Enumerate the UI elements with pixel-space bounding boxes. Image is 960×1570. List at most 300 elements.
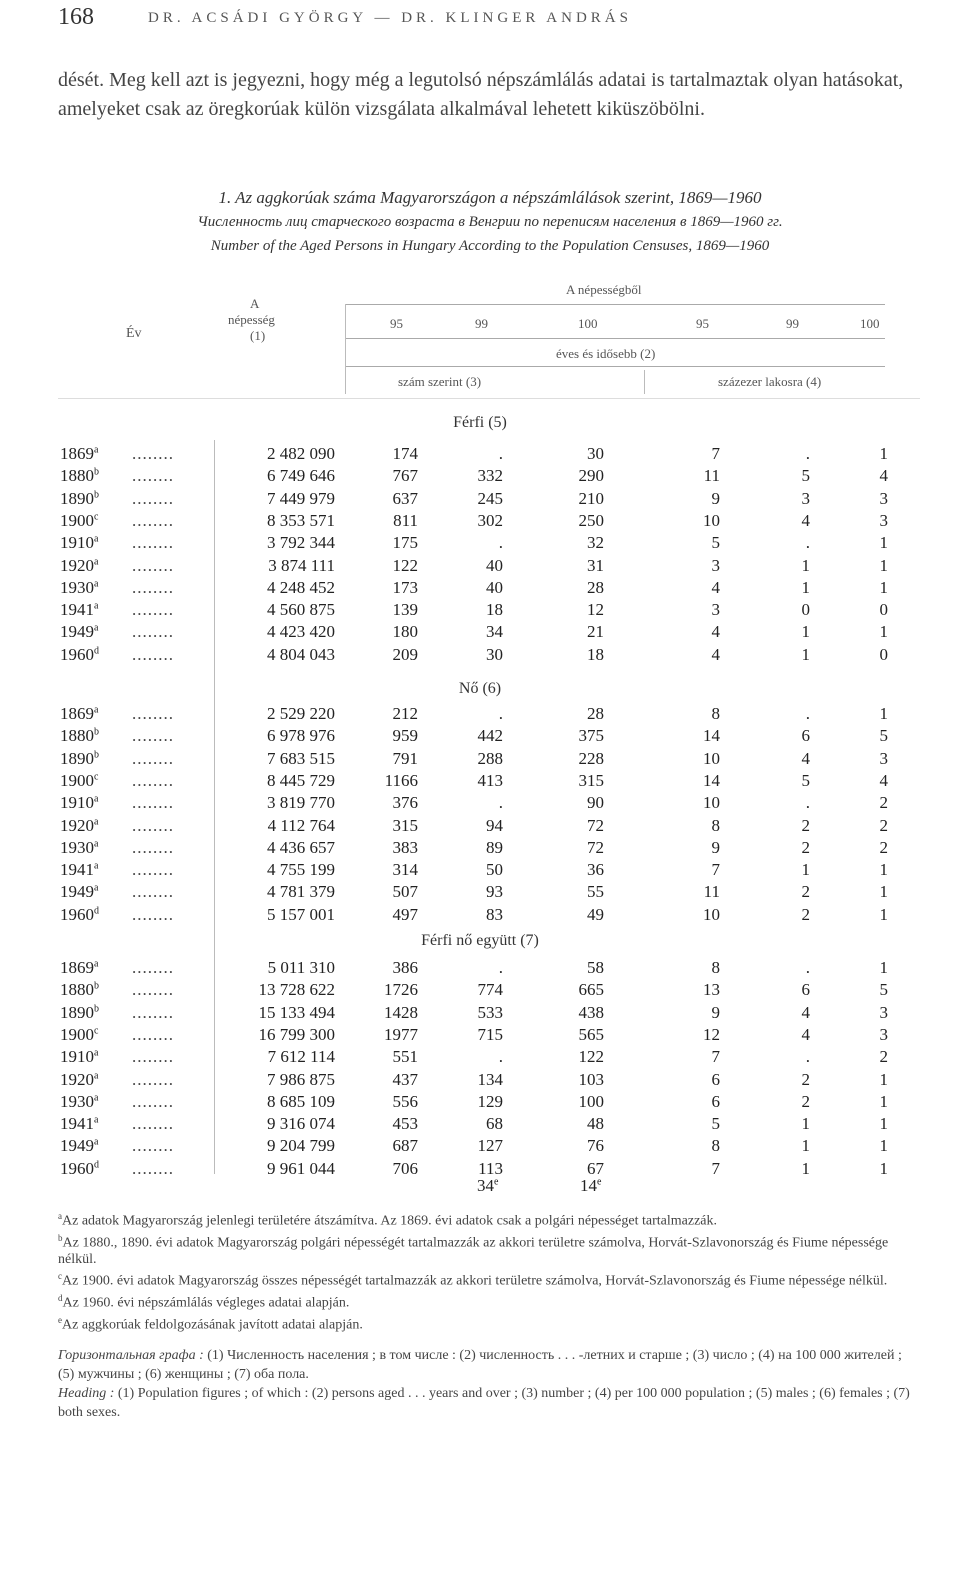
footnote: $^a$Az adatok Magyarország jelenlegi területére átszámítva. Az 1869. évi adatok csak a polgári népességet tartalmazzák.: [58, 1211, 717, 1229]
table-row: [0, 1092, 960, 1114]
cell-n100: 122: [578, 1047, 604, 1067]
cell-p95: 6: [711, 1069, 720, 1089]
cell-n99: 715: [477, 1024, 503, 1044]
cell-n100: 103: [578, 1069, 604, 1089]
table-row: [0, 726, 960, 748]
cell-p95: 11: [703, 466, 720, 486]
cell-population: 3 792 344: [267, 533, 335, 553]
cell-leader-dots: ........: [132, 466, 174, 486]
cell-leader-dots: ........: [132, 644, 174, 664]
table-title-hu: 1. Az aggkorúak száma Magyarországon a népszámlálások szerint, 1869—1960: [218, 188, 762, 207]
cell-n95: 791: [392, 748, 418, 768]
table-row: [0, 511, 960, 533]
cell-population: 4 112 764: [267, 815, 335, 835]
cell-n95: 139: [392, 600, 418, 620]
cell-p100: 4: [879, 466, 888, 486]
cell-year: 1900$^c$: [60, 510, 99, 530]
cell-n100: 665: [578, 980, 604, 1000]
cell-p100: 1: [879, 882, 888, 902]
cell-p100: 5: [879, 980, 888, 1000]
table-row: [0, 980, 960, 1002]
cell-n95: 173: [392, 577, 418, 597]
cell-p99: .: [805, 1047, 810, 1067]
cell-p95: 10: [703, 904, 720, 924]
table-titles: [58, 186, 922, 258]
cell-n100: 72: [587, 815, 604, 835]
cell-year: 1910$^a$: [60, 1047, 99, 1067]
table-row: [0, 533, 960, 555]
cell-p100: 1: [879, 704, 888, 723]
cell-population: 4 423 420: [267, 622, 335, 642]
header-divider: [644, 370, 645, 394]
table-row: [0, 622, 960, 644]
cell-n100: 58: [587, 958, 604, 977]
cell-p99: .: [805, 444, 810, 463]
table-row: [0, 860, 960, 882]
cell-p100: 3: [879, 748, 888, 768]
column-divider: [214, 440, 215, 1174]
cell-population: 7 612 114: [267, 1047, 335, 1067]
cell-n99: 40: [486, 577, 503, 597]
cell-year: 1910$^a$: [60, 533, 99, 553]
cell-p100: 2: [879, 1047, 888, 1067]
cell-year: 1960$^d$: [60, 1158, 99, 1178]
cell-n95: 209: [392, 644, 418, 664]
cell-leader-dots: ........: [132, 622, 174, 642]
cell-n100: 18: [587, 644, 604, 664]
header-age-95-number: 95: [390, 316, 403, 331]
cell-p99: 2: [801, 882, 810, 902]
cell-p99: 2: [801, 1091, 810, 1111]
cell-p95: 14: [703, 726, 720, 746]
cell-p95: 8: [711, 958, 720, 977]
cell-year: 1920$^a$: [60, 815, 99, 835]
cell-n100: 76: [587, 1136, 604, 1156]
cell-p95: 9: [711, 488, 720, 508]
cell-leader-dots: ........: [132, 793, 174, 813]
cell-n99: .: [498, 958, 503, 977]
cell-p100: 3: [879, 488, 888, 508]
cell-p95: 4: [711, 644, 720, 664]
cell-year: 1900$^c$: [60, 1024, 99, 1044]
table-row: [0, 882, 960, 904]
cell-population: 2 529 220: [267, 704, 335, 723]
cell-n99: 83: [486, 904, 503, 924]
cell-p100: 1: [879, 1069, 888, 1089]
heading-captions: [58, 1346, 920, 1422]
cell-p100: 1: [879, 1091, 888, 1111]
cell-n100: 30: [587, 444, 604, 463]
cell-population: 4 804 043: [267, 644, 335, 664]
table-row: [0, 578, 960, 600]
caption-ru: Горизонтальная графа : (1) Численность населения ; в том числе : (2) численность . . . -летних и старше ; (3) число ; (4) на 100 000 жителей ; (5) мужчины ; (6) женщины ; (7) оба пола.: [58, 1348, 902, 1382]
cell-n100: 438: [578, 1002, 604, 1022]
cell-n95: 959: [392, 726, 418, 746]
cell-n95: 507: [392, 882, 418, 902]
header-age-100-rate: 100: [860, 316, 880, 331]
cell-leader-dots: ........: [132, 1047, 174, 1067]
table-row: [0, 749, 960, 771]
cell-n95: 1428: [384, 1002, 418, 1022]
cell-population: 8 445 729: [267, 770, 335, 790]
cell-p100: 1: [879, 904, 888, 924]
cell-n100: 36: [587, 860, 604, 880]
cell-population: 16 799 300: [258, 1024, 335, 1044]
cell-year: 1920$^a$: [60, 555, 99, 575]
cell-leader-dots: ........: [132, 748, 174, 768]
cell-leader-dots: ........: [132, 1091, 174, 1111]
cell-population: 4 436 657: [267, 837, 335, 857]
cell-leader-dots: ........: [132, 444, 174, 463]
cell-n99: 127: [477, 1136, 503, 1156]
cell-p95: 3: [711, 555, 720, 575]
cell-population: 4 248 452: [267, 577, 335, 597]
cell-p95: 10: [703, 793, 720, 813]
cell-year: 1880$^b$: [60, 726, 99, 746]
table-extra-n99: 34e: [477, 1176, 499, 1195]
cell-p95: 9: [711, 1002, 720, 1022]
cell-n99: 774: [477, 980, 503, 1000]
cell-p99: 1: [801, 555, 810, 575]
cell-p99: 0: [801, 600, 810, 620]
cell-leader-dots: ........: [132, 577, 174, 597]
page-header: [58, 4, 920, 34]
header-divider-left: [345, 304, 346, 394]
table-row: [0, 489, 960, 511]
cell-p95: 6: [711, 1091, 720, 1111]
cell-p99: 1: [801, 1158, 810, 1178]
cell-p99: 1: [801, 860, 810, 880]
cell-p99: 1: [801, 1114, 810, 1134]
cell-p100: 0: [879, 644, 888, 664]
table-row: [0, 905, 960, 927]
cell-p100: 2: [879, 793, 888, 813]
cell-leader-dots: ........: [132, 704, 174, 723]
cell-n99: 302: [477, 510, 503, 530]
cell-year: 1941$^a$: [60, 860, 99, 880]
cell-population: 4 755 199: [267, 860, 335, 880]
header-population-b: népesség: [228, 312, 275, 327]
cell-leader-dots: ........: [132, 770, 174, 790]
table-title-en: Number of the Aged Persons in Hungary According to the Population Censuses, 1869—1960: [210, 238, 770, 254]
cell-leader-dots: ........: [132, 1024, 174, 1044]
caption-en: Heading : (1) Population figures ; of which : (2) persons aged . . . years and over ; (3) number ; (4) per 100 000 population ; (5) males ; (6) females ; (7) both sexes.: [58, 1386, 910, 1420]
cell-p95: 4: [711, 622, 720, 642]
cell-p95: 7: [711, 1158, 720, 1178]
cell-n99: 50: [486, 860, 503, 880]
cell-n95: 315: [392, 815, 418, 835]
cell-n99: .: [498, 793, 503, 813]
table-row: [0, 444, 960, 466]
cell-n100: 375: [578, 726, 604, 746]
header-age-99-rate: 99: [786, 316, 799, 331]
cell-p95: 10: [703, 748, 720, 768]
cell-p99: 4: [801, 748, 810, 768]
cell-p100: 3: [879, 1002, 888, 1022]
header-rule-top: [345, 304, 885, 305]
footnote: $^c$Az 1900. évi adatok Magyarország összes népességét tartalmazzák az akkori területre számolva, Horvát-Szlavonország és Fiume népessége nélkül.: [58, 1271, 888, 1289]
cell-p99: 6: [801, 980, 810, 1000]
cell-population: 3 819 770: [267, 793, 335, 813]
header-rule-middle: [345, 338, 885, 339]
cell-n95: 811: [393, 510, 418, 530]
footnotes: [58, 1208, 920, 1333]
cell-p99: 1: [801, 644, 810, 664]
cell-population: 4 781 379: [267, 882, 335, 902]
paragraph-text: dését. Meg kell azt is jegyezni, hogy még a legutolsó népszámlálás adatai is tartalmaztak olyan hatásokat, amelyeket csak az öregkorúak külön vizsgálata alkalmával lehetett kiküszöbölni.: [58, 69, 904, 120]
cell-population: 9 961 044: [267, 1158, 335, 1178]
cell-n95: 706: [392, 1158, 418, 1178]
header-age-100-number: 100: [578, 316, 598, 331]
cell-n95: 453: [392, 1114, 418, 1134]
cell-population: 15 133 494: [258, 1002, 335, 1022]
cell-p95: 9: [711, 837, 720, 857]
cell-n100: 67: [587, 1158, 604, 1178]
cell-n99: 30: [486, 644, 503, 664]
cell-n99: 93: [486, 882, 503, 902]
cell-p95: 4: [711, 577, 720, 597]
header-by-number: szám szerint (3): [398, 374, 482, 389]
cell-p100: 1: [879, 533, 888, 553]
cell-p100: 1: [879, 555, 888, 575]
footnote: $^e$Az aggkorúak feldolgozásának javított adatai alapján.: [58, 1314, 363, 1333]
cell-p99: .: [805, 704, 810, 723]
cell-leader-dots: ........: [132, 815, 174, 835]
header-rule-lower: [345, 366, 885, 367]
cell-leader-dots: ........: [132, 1069, 174, 1089]
cell-n99: 113: [478, 1158, 503, 1178]
cell-n99: 442: [477, 726, 503, 746]
table-row: [0, 771, 960, 793]
cell-year: 1869$^a$: [60, 958, 99, 977]
cell-leader-dots: ........: [132, 882, 174, 902]
cell-year: 1941$^a$: [60, 1114, 99, 1134]
cell-p100: 1: [879, 1158, 888, 1178]
cell-year: 1960$^d$: [60, 644, 99, 664]
cell-n100: 100: [578, 1091, 604, 1111]
cell-leader-dots: ........: [132, 1114, 174, 1134]
cell-p100: 3: [879, 510, 888, 530]
cell-year: 1869$^a$: [60, 444, 99, 463]
cell-p95: 13: [703, 980, 720, 1000]
cell-p100: 1: [879, 622, 888, 642]
cell-year: 1869$^a$: [60, 704, 99, 723]
cell-n99: 533: [477, 1002, 503, 1022]
cell-p99: 2: [801, 837, 810, 857]
cell-p100: 4: [879, 770, 888, 790]
cell-year: 1880$^b$: [60, 980, 99, 1000]
cell-n100: 90: [587, 793, 604, 813]
cell-leader-dots: ........: [132, 533, 174, 553]
cell-year: 1890$^b$: [60, 488, 99, 508]
cell-n99: 129: [477, 1091, 503, 1111]
running-head: DR. ACSÁDI GYÖRGY — DR. KLINGER ANDRÁS: [148, 10, 632, 26]
cell-population: 7 986 875: [267, 1069, 335, 1089]
cell-p99: 5: [801, 466, 810, 486]
table-row: [0, 704, 960, 726]
cell-p100: 1: [879, 444, 888, 463]
cell-leader-dots: ........: [132, 726, 174, 746]
cell-n99: 94: [486, 815, 503, 835]
cell-p95: 5: [711, 533, 720, 553]
cell-year: 1930$^a$: [60, 577, 99, 597]
cell-n95: 212: [392, 704, 418, 723]
cell-n99: 68: [486, 1114, 503, 1134]
cell-population: 5 157 001: [267, 904, 335, 924]
cell-n95: 1977: [384, 1024, 418, 1044]
cell-p99: 6: [801, 726, 810, 746]
cell-n95: 497: [392, 904, 418, 924]
table-row: [0, 1047, 960, 1069]
cell-year: 1890$^b$: [60, 1002, 99, 1022]
cell-population: 9 204 799: [267, 1136, 335, 1156]
cell-population: 13 728 622: [258, 980, 335, 1000]
table-row: [0, 838, 960, 860]
cell-p95: 3: [711, 600, 720, 620]
cell-n99: 40: [486, 555, 503, 575]
cell-p100: 1: [879, 577, 888, 597]
cell-p95: 8: [711, 815, 720, 835]
cell-p100: 1: [879, 958, 888, 977]
table-row: [0, 1003, 960, 1025]
cell-p100: 0: [879, 600, 888, 620]
cell-n99: 89: [486, 837, 503, 857]
cell-n99: .: [498, 704, 503, 723]
cell-p99: .: [805, 793, 810, 813]
section-label: Férfi nő együtt (7): [421, 932, 539, 949]
cell-n95: 122: [392, 555, 418, 575]
cell-p95: 5: [711, 1114, 720, 1134]
cell-p99: 5: [801, 770, 810, 790]
header-age-95-rate: 95: [696, 316, 709, 331]
cell-n99: .: [498, 1047, 503, 1067]
cell-n95: 551: [392, 1047, 418, 1067]
cell-year: 1949$^a$: [60, 622, 99, 642]
cell-year: 1930$^a$: [60, 837, 99, 857]
table-row: [0, 1114, 960, 1136]
cell-leader-dots: ........: [132, 1136, 174, 1156]
cell-leader-dots: ........: [132, 860, 174, 880]
table-row: [0, 556, 960, 578]
cell-n95: 376: [392, 793, 418, 813]
cell-p99: 2: [801, 904, 810, 924]
cell-year: 1949$^a$: [60, 882, 99, 902]
cell-n99: 34: [486, 622, 503, 642]
header-year: Év: [126, 326, 142, 341]
header-rule-bottom: [58, 398, 920, 399]
cell-year: 1941$^a$: [60, 600, 99, 620]
cell-n95: 637: [392, 488, 418, 508]
table-title-ru: Численность лиц старческого возраста в Венгрии по переписям населения в 1869—1960 гг.: [197, 214, 783, 230]
cell-leader-dots: ........: [132, 958, 174, 977]
cell-n100: 12: [587, 600, 604, 620]
header-population-a: A: [250, 296, 260, 311]
cell-leader-dots: ........: [132, 837, 174, 857]
cell-n100: 28: [587, 577, 604, 597]
cell-p99: 3: [801, 488, 810, 508]
cell-leader-dots: ........: [132, 600, 174, 620]
cell-leader-dots: ........: [132, 904, 174, 924]
cell-p99: 4: [801, 510, 810, 530]
cell-population: 4 560 875: [267, 600, 335, 620]
header-population-c: (1): [250, 328, 266, 343]
cell-n100: 31: [587, 555, 604, 575]
table-row: [0, 793, 960, 815]
cell-n95: 180: [392, 622, 418, 642]
footnote: $^b$Az 1880., 1890. évi adatok Magyarország polgári népességét tartalmazzák az akkori területre számolva, Horvát-Szlavonország és Fiume népessége nélkül.: [58, 1232, 889, 1268]
cell-n100: 55: [587, 882, 604, 902]
cell-n95: 175: [392, 533, 418, 553]
cell-n100: 49: [587, 904, 604, 924]
page-number: 168: [58, 4, 94, 30]
cell-p99: 1: [801, 622, 810, 642]
cell-population: 7 449 979: [267, 488, 335, 508]
cell-p100: 5: [879, 726, 888, 746]
cell-p95: 14: [703, 770, 720, 790]
cell-year: 1880$^b$: [60, 466, 99, 486]
cell-p100: 1: [879, 1136, 888, 1156]
cell-year: 1910$^a$: [60, 793, 99, 813]
cell-n100: 72: [587, 837, 604, 857]
cell-n95: 767: [392, 466, 418, 486]
cell-p95: 10: [703, 510, 720, 530]
cell-n100: 290: [578, 466, 604, 486]
cell-p100: 2: [879, 815, 888, 835]
cell-leader-dots: ........: [132, 1002, 174, 1022]
cell-p100: 2: [879, 837, 888, 857]
cell-population: 6 749 646: [267, 466, 335, 486]
cell-p99: 1: [801, 1136, 810, 1156]
cell-n100: 48: [587, 1114, 604, 1134]
cell-n100: 210: [578, 488, 604, 508]
cell-p99: 4: [801, 1024, 810, 1044]
cell-p95: 7: [711, 1047, 720, 1067]
cell-year: 1949$^a$: [60, 1136, 99, 1156]
cell-n95: 687: [392, 1136, 418, 1156]
cell-leader-dots: ........: [132, 980, 174, 1000]
cell-year: 1930$^a$: [60, 1091, 99, 1111]
cell-p99: 2: [801, 1069, 810, 1089]
cell-n95: 556: [392, 1091, 418, 1111]
cell-n95: 437: [392, 1069, 418, 1089]
cell-n100: 250: [578, 510, 604, 530]
cell-n100: 21: [587, 622, 604, 642]
table-row: [0, 466, 960, 488]
cell-p95: 7: [711, 444, 720, 463]
cell-population: 7 683 515: [267, 748, 335, 768]
body-paragraph: [58, 66, 922, 124]
cell-n100: 315: [578, 770, 604, 790]
cell-n99: 288: [477, 748, 503, 768]
header-of-which: A népességből: [566, 282, 642, 297]
cell-population: 8 353 571: [267, 510, 335, 530]
cell-n95: 174: [392, 444, 418, 463]
cell-p100: 1: [879, 1114, 888, 1134]
cell-p99: .: [805, 958, 810, 977]
cell-p95: 8: [711, 704, 720, 723]
section-label: Nő (6): [458, 680, 502, 697]
header-years-and-over: éves és idősebb (2): [556, 346, 656, 361]
cell-p99: .: [805, 533, 810, 553]
cell-n99: .: [498, 533, 503, 553]
cell-p99: 1: [801, 577, 810, 597]
cell-year: 1960$^d$: [60, 904, 99, 924]
cell-n100: 32: [587, 533, 604, 553]
cell-p100: 1: [879, 860, 888, 880]
cell-population: 8 685 109: [267, 1091, 335, 1111]
cell-n95: 383: [392, 837, 418, 857]
cell-population: 9 316 074: [267, 1114, 335, 1134]
